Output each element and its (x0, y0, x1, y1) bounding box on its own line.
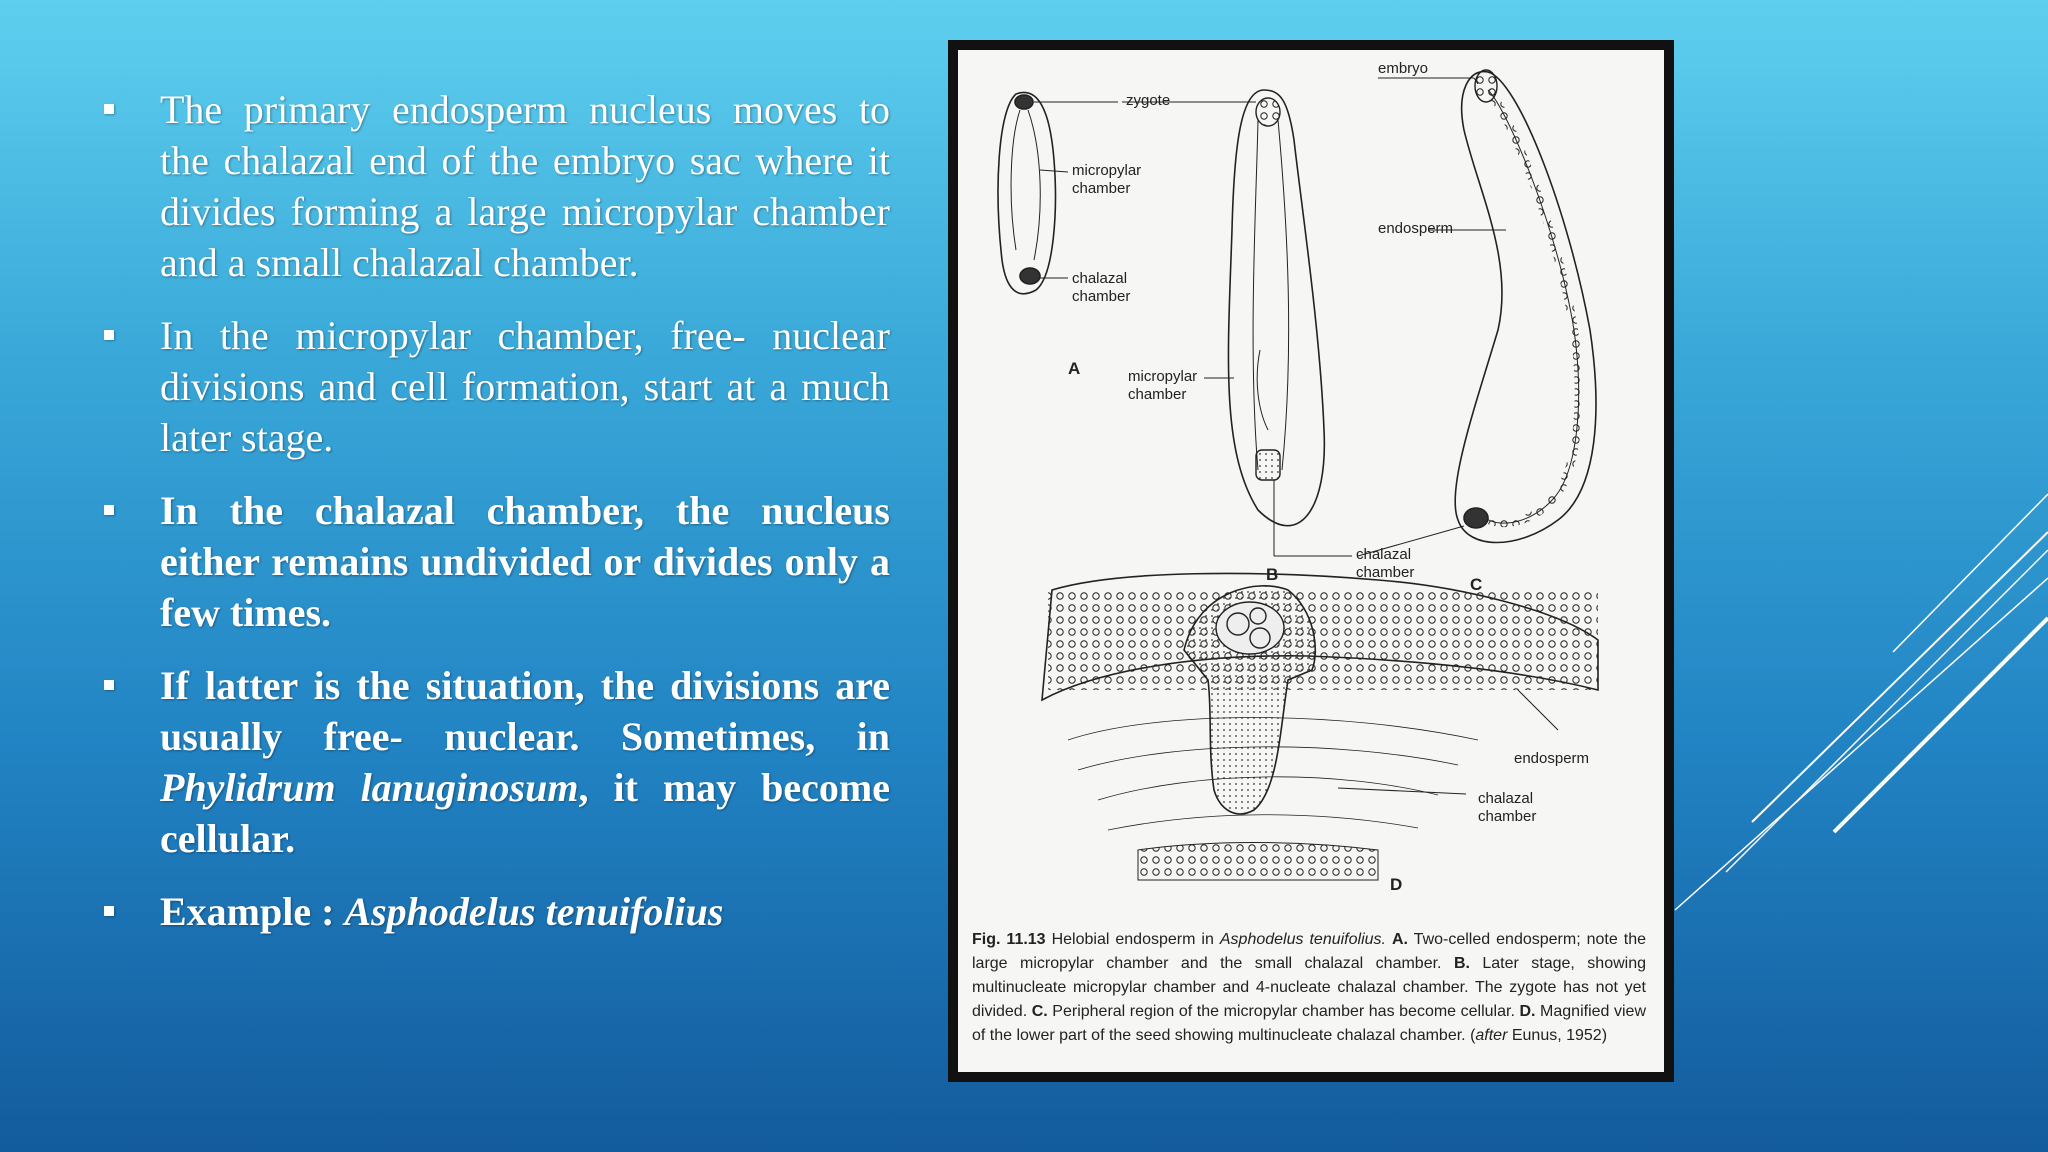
label-micropylar-chamber-a: micropylar chamber (1072, 162, 1142, 197)
figure-frame (948, 40, 1674, 1082)
caption-letter-d: D. (1519, 1003, 1536, 1020)
caption-species: Asphodelus tenuifolius. (1219, 931, 1386, 948)
bullet-text: The primary endosperm nucleus moves to the chalazal end of the embryo sac where it divides forming a large micropylar chamber and a small chalazal chamber. (160, 87, 890, 285)
bullet-text-post: , it may become cellular. (160, 765, 890, 861)
caption-letter-a: A. (1391, 931, 1408, 948)
bullet-item-4 (100, 660, 890, 864)
label-letter-d: D (1390, 875, 1403, 894)
bullet-text-pre: If latter is the situation, the divisions are usually free- nuclear. Sometimes, in (160, 663, 890, 759)
label-letter-a: A (1068, 359, 1081, 378)
caption-text: Eunus, 1952) (1507, 1027, 1608, 1044)
label-embryo: embryo (1378, 60, 1429, 77)
caption-after: after (1475, 1027, 1508, 1044)
label-zygote: zygote (1126, 92, 1171, 109)
bullet-item-1 (100, 84, 890, 288)
label-micropylar-chamber-b: micropylar chamber (1128, 368, 1198, 403)
caption-text: Two-celled endosperm; note the large micropylar chamber and the small chalazal chamber. (972, 931, 1647, 972)
label-chalazal-chamber-a: chalazal chamber (1072, 270, 1131, 305)
bullet-text: In the chalazal chamber, the nucleus either remains undivided or divides only a few times. (160, 488, 890, 635)
square-bullet-icon (104, 505, 114, 515)
caption-letter-b: B. (1453, 955, 1470, 972)
square-bullet-icon (104, 906, 114, 916)
caption-text: Peripheral region of the micropylar chamber has become cellular. (1047, 1003, 1520, 1020)
bullet-text: In the micropylar chamber, free- nuclear divisions and cell formation, start at a much later stage. (160, 313, 890, 460)
label-endosperm-d: endosperm (1514, 750, 1590, 767)
square-bullet-icon (104, 680, 114, 690)
square-bullet-icon (104, 104, 114, 114)
species-name: Asphodelus tenuifolius (344, 889, 724, 934)
bullet-item-3 (100, 485, 890, 638)
bullet-item-2 (100, 310, 890, 463)
caption-letter-c: C. (1031, 1003, 1048, 1020)
label-chalazal-chamber-d: chalazal chamber (1478, 790, 1537, 825)
label-letter-b: B (1266, 565, 1279, 584)
figure-caption (972, 928, 1646, 1048)
figure-image (958, 50, 1664, 1072)
seed-c (1455, 72, 1596, 543)
embryo-sac-a (998, 92, 1055, 293)
label-endosperm-c: endosperm (1378, 220, 1454, 237)
caption-text: Magnified view of the lower part of the seed showing multinucleate chalazal chamber. ( (972, 1003, 1647, 1044)
bullet-item-5 (100, 886, 890, 937)
label-chalazal-chamber-b: chalazal chamber (1356, 546, 1415, 581)
bullet-text-pre: Example : (160, 889, 345, 934)
caption-text: Helobial endosperm in (1045, 931, 1220, 948)
bullet-list (100, 84, 890, 959)
endosperm-illustration (958, 50, 1664, 1072)
caption-text: Later stage, showing multinucleate micropylar chamber and 4-nucleate chalazal chamber. The zygote has not yet divided. (972, 955, 1647, 1020)
caption-fig-number: Fig. 11.13 (972, 931, 1046, 948)
label-letter-c: C (1470, 575, 1483, 594)
species-name: Phylidrum lanuginosum (160, 765, 579, 810)
square-bullet-icon (104, 330, 114, 340)
